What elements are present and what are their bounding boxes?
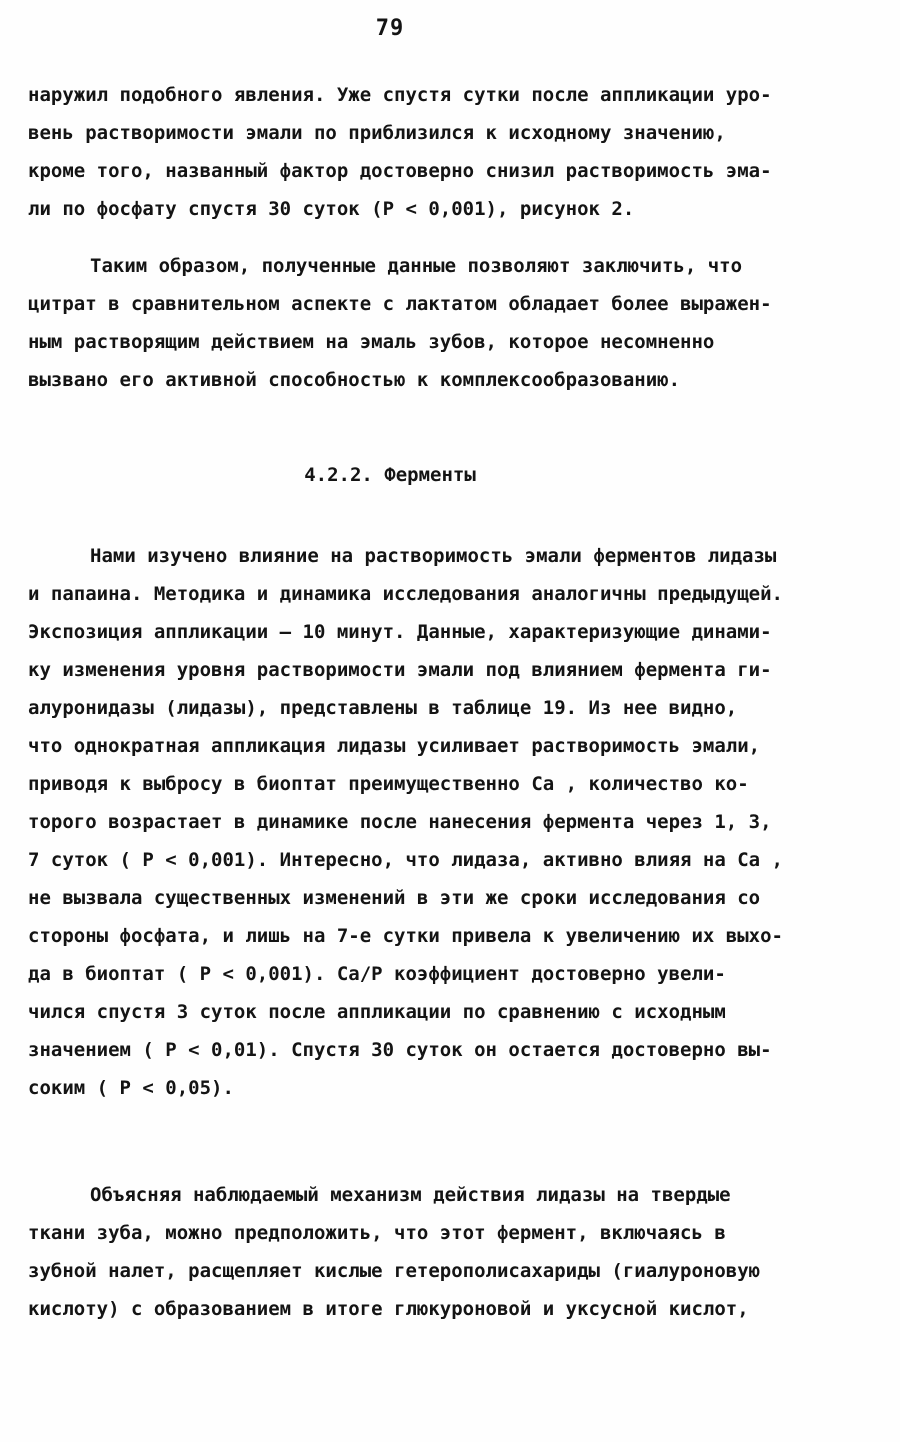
text-line: ку изменения уровня растворимости эмали под влиянием фермента ги- (28, 659, 772, 681)
text-line: Таким образом, полученные данные позволяют заключить, что (90, 255, 743, 277)
text-line: торого возрастает в динамике после нанесения фермента через 1, 3, (28, 811, 772, 833)
text-line: и папаина. Методика и динамика исследования аналогичны предыдущей. (28, 583, 783, 605)
text-line: Нами изучено влияние на растворимость эмали ферментов лидазы (90, 545, 777, 567)
text-line: Объясняя наблюдаемый механизм действия лидазы на твердые (90, 1184, 731, 1206)
text-line: 7 суток ( P < 0,001). Интересно, что лидаза, активно влияя на Ca , (28, 849, 783, 871)
text-line: цитрат в сравнительном аспекте с лактатом обладает более выражен- (28, 293, 772, 315)
text-line: да в биоптат ( P < 0,001). Ca/P коэффициент достоверно увели- (28, 963, 726, 985)
text-line: стороны фосфата, и лишь на 7-е сутки привела к увеличению их выхо- (28, 925, 783, 947)
text-line: чился спустя 3 суток после аппликации по сравнению с исходным (28, 1001, 726, 1023)
text-line: алуронидазы (лидазы), представлены в таблице 19. Из нее видно, (28, 697, 738, 719)
text-line: не вызвала существенных изменений в эти же сроки исследования со (28, 887, 761, 909)
text-line: приводя к выбросу в биоптат преимущественно Ca , количество ко- (28, 773, 749, 795)
paragraph-4 (28, 1176, 870, 1328)
text-line: ткани зуба, можно предположить, что этот фермент, включаясь в (28, 1222, 726, 1244)
text-line: что однократная аппликация лидазы усиливает растворимость эмали, (28, 735, 761, 757)
page-number: 79 (375, 16, 405, 41)
text-line: вызвано его активной способностью к комплексообразованию. (28, 369, 681, 391)
text-line: Экспозиция аппликации – 10 минут. Данные, характеризующие динами- (28, 621, 772, 643)
text-line: вень растворимости эмали по приблизился к исходному значению, (28, 122, 726, 144)
section-heading: 4.2.2. Ферменты (304, 464, 476, 486)
paragraph-2 (28, 247, 870, 399)
paragraph-1 (28, 76, 870, 228)
text-line: кроме того, названный фактор достоверно снизил растворимость эма- (28, 160, 772, 182)
text-line: соким ( P < 0,05). (28, 1077, 234, 1099)
text-line: зубной налет, расщепляет кислые гетерополисахариды (гиалуроновую (28, 1260, 761, 1282)
text-line: наружил подобного явления. Уже спустя сутки после аппликации уро- (28, 84, 772, 106)
text-line: значением ( P < 0,01). Спустя 30 суток он остается достоверно вы- (28, 1039, 772, 1061)
text-line: ли по фосфату спустя 30 суток (P < 0,001), рисунок 2. (28, 198, 635, 220)
paragraph-3 (28, 537, 870, 1107)
text-line: ным растворящим действием на эмаль зубов, которое несомненно (28, 331, 715, 353)
text-line: кислоту) с образованием в итоге глюкуроновой и уксусной кислот, (28, 1298, 749, 1320)
